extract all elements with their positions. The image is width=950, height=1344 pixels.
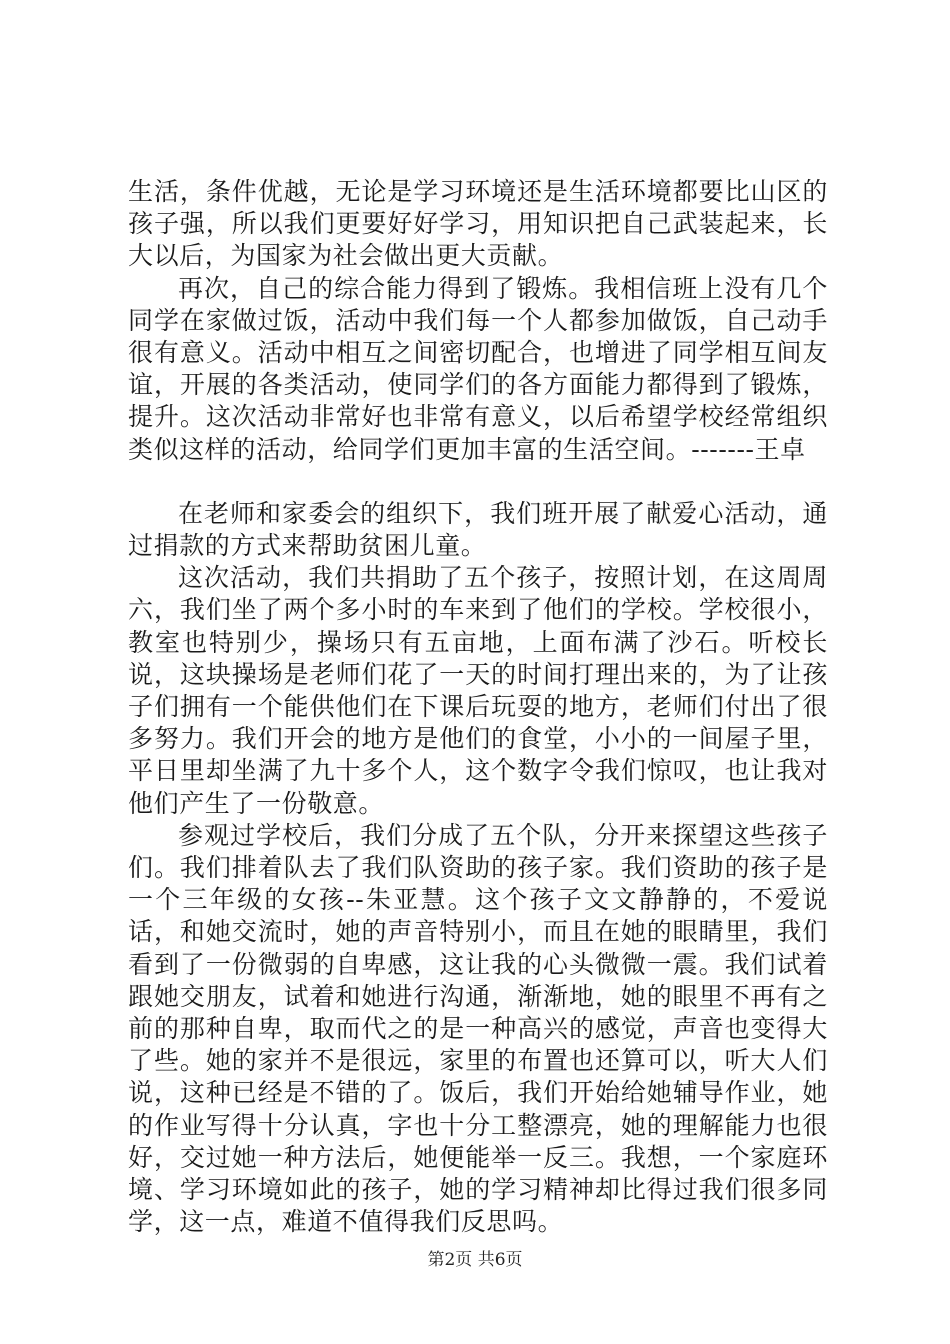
paragraph-charity-intro: 在老师和家委会的组织下，我们班开展了献爱心活动，通过捐款的方式来帮助贫困儿童。 [128, 498, 828, 561]
paragraph-ability-growth: 再次，自己的综合能力得到了锻炼。我相信班上没有几个同学在家做过饭，活动中我们每一个人都参加做饭，自己动手很有意义。活动中相互之间密切配合，也增进了同学相互间友谊，开展的各类活动，使同学们的各方面能力都得到了锻炼，提升。这次活动非常好也非常有意义，以后希望学校经常组织类似这样的活动，给同学们更加丰富的生活空间。-------王卓 [128, 273, 828, 464]
document-body [128, 176, 828, 1239]
page-number-footer: 第2页 共6页 [427, 1250, 523, 1270]
paragraph-continuation: 生活，条件优越，无论是学习环境还是生活环境都要比山区的孩子强，所以我们更要好好学习，用知识把自己武装起来，长大以后，为国家为社会做出更大贡献。 [128, 177, 828, 271]
paragraph-home-visit: 参观过学校后，我们分成了五个队，分开来探望这些孩子们。我们排着队去了我们队资助的孩子家。我们资助的孩子是一个三年级的女孩--朱亚慧。这个孩子文文静静的，不爱说话，和她交流时，她的声音特别小，而且在她的眼睛里，我们看到了一份微弱的自卑感，这让我的心头微微一震。我们试着跟她交朋友，试着和她进行沟通，渐渐地，她的眼里不再有之前的那种自卑，取而代之的是一种高兴的感觉，声音也变得大了些。她的家并不是很远，家里的布置也还算可以，听大人们说，这种已经是不错的了。饭后，我们开始给她辅导作业，她的作业写得十分认真，字也十分工整漂亮，她的理解能力也很好，交过她一种方法后，她便能举一反三。我想，一个家庭环境、学习环境如此的孩子，她的学习精神却比得过我们很多同学，这一点，难道不值得我们反思吗。 [128, 820, 828, 1237]
paragraph-spacer [128, 466, 828, 498]
paragraph-school-visit: 这次活动，我们共捐助了五个孩子，按照计划，在这周周六，我们坐了两个多小时的车来到了他们的学校。学校很小，教室也特别少，操场只有五亩地，上面布满了沙石。听校长说，这块操场是老师们花了一天的时间打理出来的，为了让孩子们拥有一个能供他们在下课后玩耍的地方，老师们付出了很多努力。我们开会的地方是他们的食堂，小小的一间屋子里，平日里却坐满了九十多个人，这个数字令我们惊叹，也让我对他们产生了一份敬意。 [128, 563, 828, 818]
